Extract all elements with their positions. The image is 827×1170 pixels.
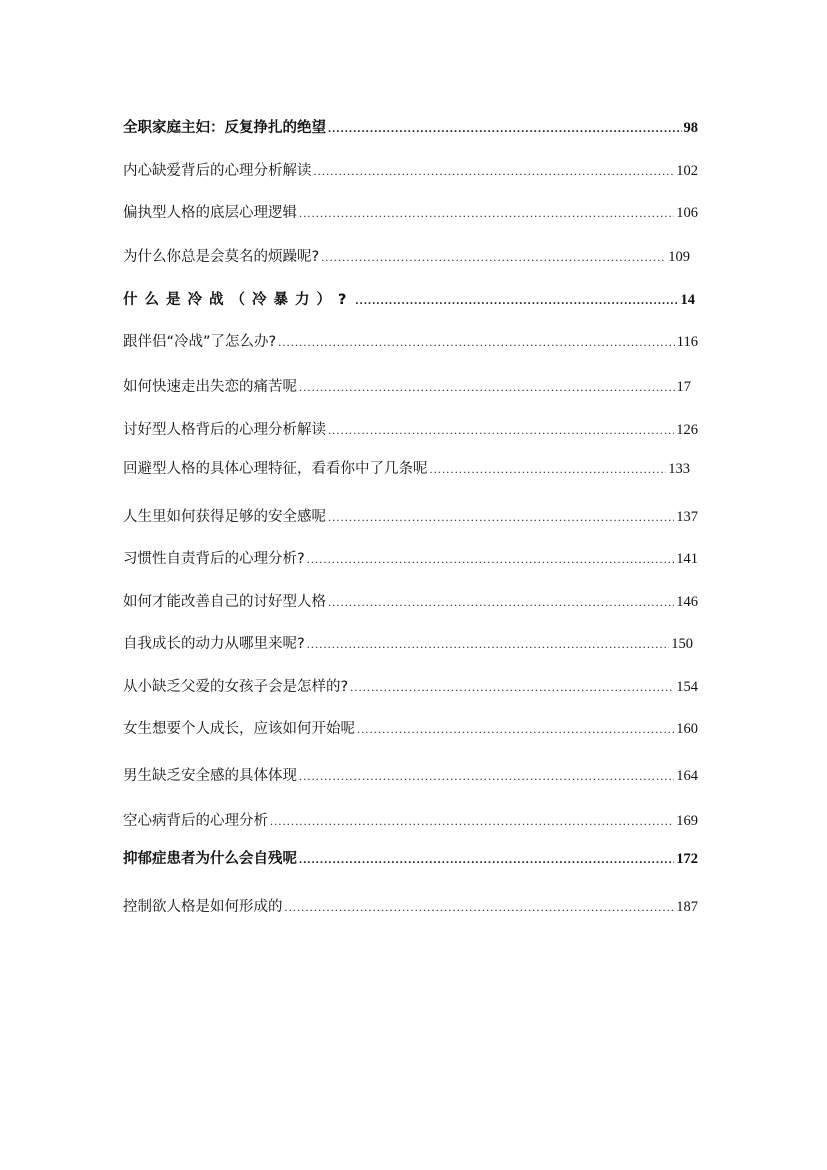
toc-entry-title: 男生缺乏安全感的具体体现 bbox=[123, 768, 297, 784]
toc-entry-title: 讨好型人格背后的心理分析解读 bbox=[123, 422, 326, 438]
toc-entry-page: 106 bbox=[676, 205, 698, 221]
toc-entry-title: 全职家庭主妇：反复挣扎的绝望 bbox=[123, 120, 326, 136]
toc-entry-page: 164 bbox=[676, 768, 698, 784]
toc-entry[interactable] bbox=[123, 290, 695, 310]
toc-entry-page: 154 bbox=[676, 679, 698, 695]
dot-leader bbox=[299, 766, 674, 786]
toc-entry[interactable] bbox=[123, 634, 693, 654]
toc-entry[interactable] bbox=[123, 377, 691, 397]
dot-leader bbox=[328, 592, 674, 612]
dot-leader bbox=[270, 811, 674, 831]
toc-entry-title: 控制欲人格是如何形成的 bbox=[123, 899, 283, 915]
toc-entry-title: 如何才能改善自己的讨好型人格 bbox=[123, 594, 326, 610]
dot-leader bbox=[321, 247, 666, 267]
toc-entry[interactable] bbox=[123, 592, 698, 612]
toc-entry-page: 17 bbox=[676, 379, 691, 395]
toc-entry[interactable] bbox=[123, 507, 698, 527]
toc-entry[interactable] bbox=[123, 203, 698, 223]
toc-entry-page: 141 bbox=[676, 551, 698, 567]
dot-leader bbox=[307, 549, 675, 569]
toc-entry-page: 150 bbox=[671, 636, 693, 652]
toc-entry-page: 116 bbox=[676, 334, 698, 350]
toc-entry-title: 如何快速走出失恋的痛苦呢 bbox=[123, 379, 297, 395]
toc-entry-title: 什么是冷战（冷暴力）? bbox=[123, 292, 354, 308]
toc-entry-page: 169 bbox=[676, 813, 698, 829]
dot-leader bbox=[314, 161, 675, 181]
toc-entry-title: 女生想要个人成长，应该如何开始呢 bbox=[123, 721, 355, 737]
toc-entry[interactable] bbox=[123, 677, 698, 697]
toc-entry[interactable] bbox=[123, 719, 698, 739]
dot-leader bbox=[299, 849, 674, 869]
toc-entry-title: 偏执型人格的底层心理逻辑 bbox=[123, 205, 297, 221]
toc-entry-title: 内心缺爱背后的心理分析解读 bbox=[123, 163, 312, 179]
toc-entry[interactable] bbox=[123, 161, 698, 181]
dot-leader bbox=[357, 719, 674, 739]
toc-entry[interactable] bbox=[123, 849, 698, 869]
toc-entry-title: 从小缺乏父爱的女孩子会是怎样的? bbox=[123, 679, 349, 695]
dot-leader bbox=[430, 459, 667, 479]
dot-leader bbox=[355, 290, 678, 310]
dot-leader bbox=[278, 332, 675, 352]
toc-entry[interactable] bbox=[123, 549, 698, 569]
toc-entry[interactable] bbox=[123, 247, 690, 267]
toc-entry-page: 160 bbox=[676, 721, 698, 737]
dot-leader bbox=[328, 507, 674, 527]
toc-entry-page: 172 bbox=[676, 851, 698, 867]
toc-entry-title: 抑郁症患者为什么会自残呢 bbox=[123, 851, 297, 867]
toc-entry[interactable] bbox=[123, 332, 698, 352]
toc-entry-title: 自我成长的动力从哪里来呢? bbox=[123, 636, 305, 652]
toc-entry[interactable] bbox=[123, 897, 698, 917]
toc-entry-page: 109 bbox=[668, 249, 690, 265]
dot-leader bbox=[328, 420, 674, 440]
toc-entry-title: 空心病背后的心理分析 bbox=[123, 813, 268, 829]
toc-entry[interactable] bbox=[123, 459, 690, 479]
toc-entry-page: 102 bbox=[676, 163, 698, 179]
toc-entry-title: 跟伴侣“冷战”了怎么办? bbox=[123, 334, 277, 350]
toc-entry-page: 137 bbox=[676, 509, 698, 525]
toc-entry-page: 98 bbox=[683, 120, 698, 136]
toc-entry-page: 133 bbox=[668, 461, 690, 477]
dot-leader bbox=[285, 897, 675, 917]
toc-entry[interactable] bbox=[123, 118, 698, 138]
dot-leader bbox=[350, 677, 674, 697]
dot-leader bbox=[299, 203, 674, 223]
toc-entry-title: 人生里如何获得足够的安全感呢 bbox=[123, 509, 326, 525]
dot-leader bbox=[328, 118, 682, 138]
toc-entry[interactable] bbox=[123, 811, 698, 831]
toc-entry-title: 回避型人格的具体心理特征，看看你中了几条呢 bbox=[123, 461, 428, 477]
toc-entry[interactable] bbox=[123, 420, 698, 440]
toc-entry-page: 187 bbox=[676, 899, 698, 915]
toc-entry-page: 146 bbox=[676, 594, 698, 610]
toc-entry-page: 126 bbox=[676, 422, 698, 438]
dot-leader bbox=[307, 634, 670, 654]
toc-entry-title: 习惯性自责背后的心理分析? bbox=[123, 551, 305, 567]
toc-entry-title: 为什么你总是会莫名的烦躁呢? bbox=[123, 249, 320, 265]
dot-leader bbox=[299, 377, 675, 397]
toc-entry-page: 14 bbox=[680, 292, 695, 308]
toc-entry[interactable] bbox=[123, 766, 698, 786]
